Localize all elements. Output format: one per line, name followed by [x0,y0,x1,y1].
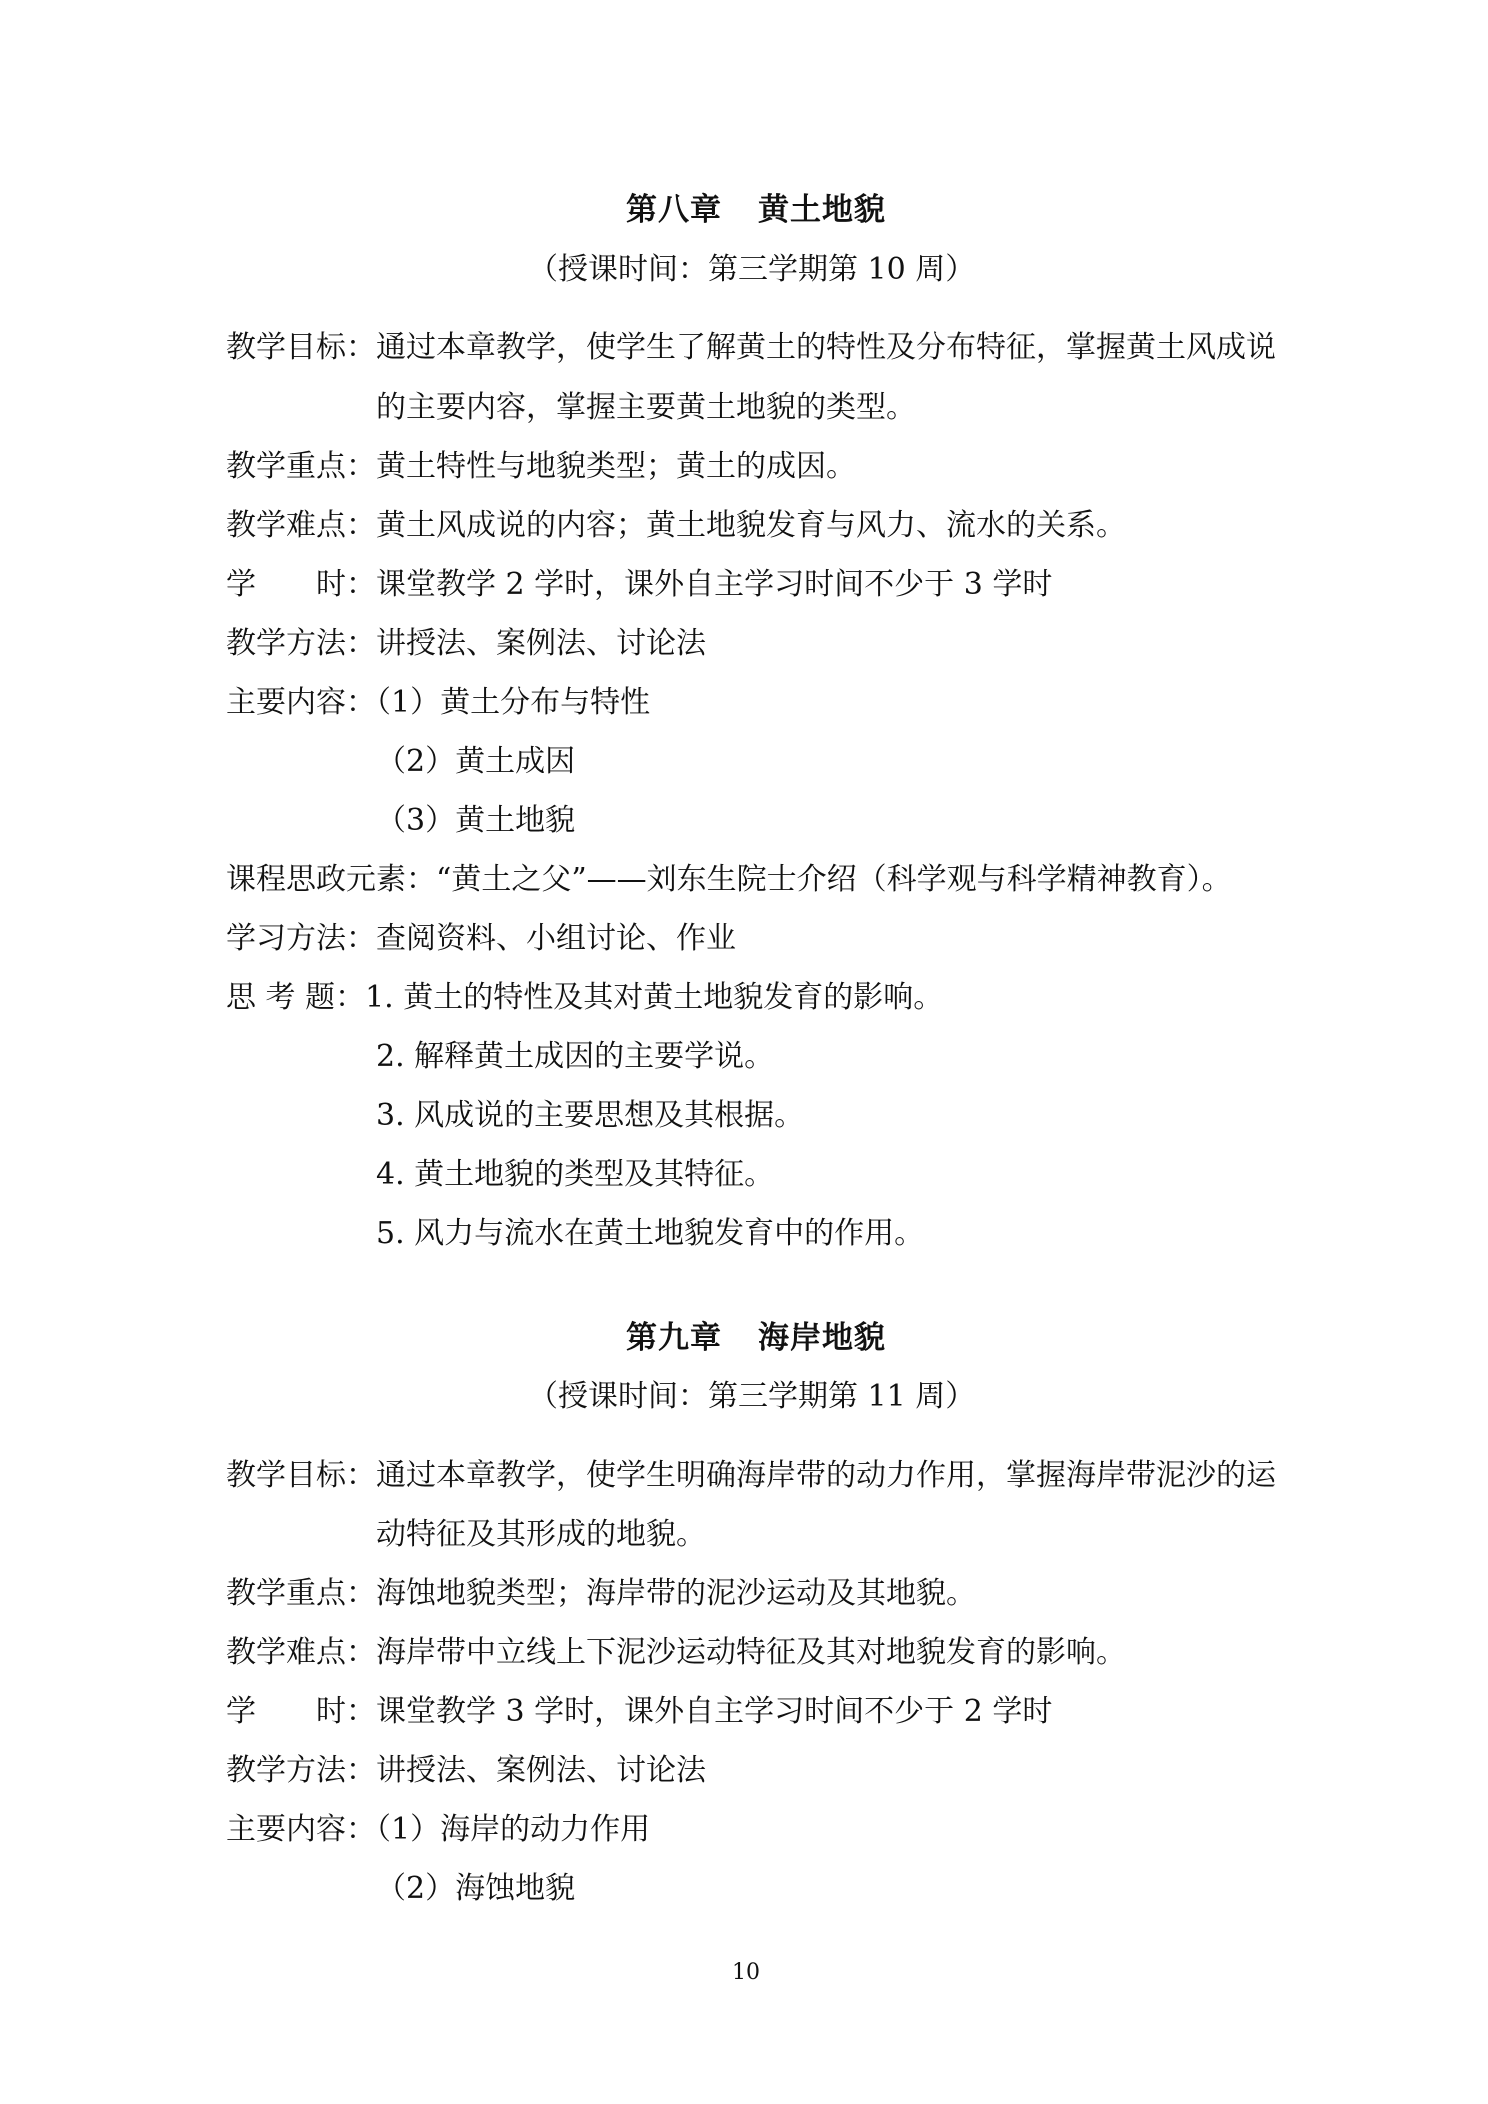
questions-label: 思 考 题： [226,980,366,1015]
difficulty-label: 教学难点： [226,508,376,543]
hours-label: 学 时： [226,567,376,602]
chapter8-content-item: （2）黄土成因 [376,744,576,779]
study-text: 查阅资料、小组讨论、作业 [376,921,736,956]
chapter8-ideology [226,860,1232,900]
chapter8-title [626,190,886,230]
chapter8-hours [226,565,1052,605]
chapter9-goal [226,1456,1276,1496]
hours-text: 课堂教学 2 学时，课外自主学习时间不少于 3 学时 [376,567,1053,602]
method-text: 讲授法、案例法、讨论法 [376,626,706,661]
goal-text: 通过本章教学，使学生了解黄土的特性及分布特征，掌握黄土风成说 [376,330,1276,365]
content-label: 主要内容： [226,685,376,720]
chapter8-goal [226,328,1276,368]
chapter8-schedule: （授课时间：第三学期第 10 周） [528,252,976,287]
chapter9-content [226,1810,650,1850]
chapter9-title-number: 第九章 [626,1320,722,1356]
key-text: 海蚀地貌类型；海岸带的泥沙运动及其地貌。 [376,1576,976,1611]
chapter8-methods [226,624,706,664]
content-item: （1）黄土分布与特性 [376,685,651,720]
study-label: 学习方法： [226,921,376,956]
chapter8-goal-continued: 的主要内容，掌握主要黄土地貌的类型。 [376,390,916,425]
key-text: 黄土特性与地貌类型；黄土的成因。 [376,449,856,484]
chapter9-schedule: （授课时间：第三学期第 11 周） [528,1379,976,1414]
chapter9-title [626,1318,886,1358]
goal-label: 教学目标： [226,330,376,365]
hours-label: 学 时： [226,1694,376,1729]
chapter9-key-points [226,1574,976,1614]
method-label: 教学方法： [226,626,376,661]
chapter8-questions [226,978,943,1018]
method-text: 讲授法、案例法、讨论法 [376,1753,706,1788]
question-item: 1. 黄土的特性及其对黄土地貌发育的影响。 [365,980,944,1015]
chapter8-question-item: 4. 黄土地貌的类型及其特征。 [376,1157,775,1192]
chapter9-methods [226,1751,706,1791]
chapter9-goal-continued: 动特征及其形成的地貌。 [376,1517,706,1552]
difficulty-text: 海岸带中立线上下泥沙运动特征及其对地貌发育的影响。 [376,1635,1126,1670]
chapter9-hours [226,1692,1052,1732]
chapter8-difficulties [226,506,1126,546]
method-label: 教学方法： [226,1753,376,1788]
chapter9-content-item: （2）海蚀地貌 [376,1871,576,1906]
goal-text: 通过本章教学，使学生明确海岸带的动力作用，掌握海岸带泥沙的运 [376,1458,1276,1493]
goal-label: 教学目标： [226,1458,376,1493]
difficulty-label: 教学难点： [226,1635,376,1670]
hours-text: 课堂教学 3 学时，课外自主学习时间不少于 2 学时 [376,1694,1053,1729]
chapter8-study-methods [226,919,736,959]
difficulty-text: 黄土风成说的内容；黄土地貌发育与风力、流水的关系。 [376,508,1126,543]
page-number: 10 [732,1960,760,1985]
chapter8-question-item: 2. 解释黄土成因的主要学说。 [376,1039,775,1074]
ideology-text: “黄土之父”——刘东生院士介绍（科学观与科学精神教育）。 [436,862,1232,897]
chapter9-title-name: 海岸地貌 [758,1320,886,1356]
chapter8-title-name: 黄土地貌 [758,192,886,228]
chapter8-question-item: 3. 风成说的主要思想及其根据。 [376,1098,805,1133]
key-label: 教学重点： [226,449,376,484]
chapter8-question-item: 5. 风力与流水在黄土地貌发育中的作用。 [376,1216,925,1251]
chapter8-content-item: （3）黄土地貌 [376,803,576,838]
content-label: 主要内容： [226,1812,376,1847]
chapter9-difficulties [226,1633,1126,1673]
chapter8-content [226,683,650,723]
content-item: （1）海岸的动力作用 [376,1812,651,1847]
chapter8-title-number: 第八章 [626,192,722,228]
ideology-label: 课程思政元素： [226,862,436,897]
chapter8-key-points [226,447,856,487]
key-label: 教学重点： [226,1576,376,1611]
